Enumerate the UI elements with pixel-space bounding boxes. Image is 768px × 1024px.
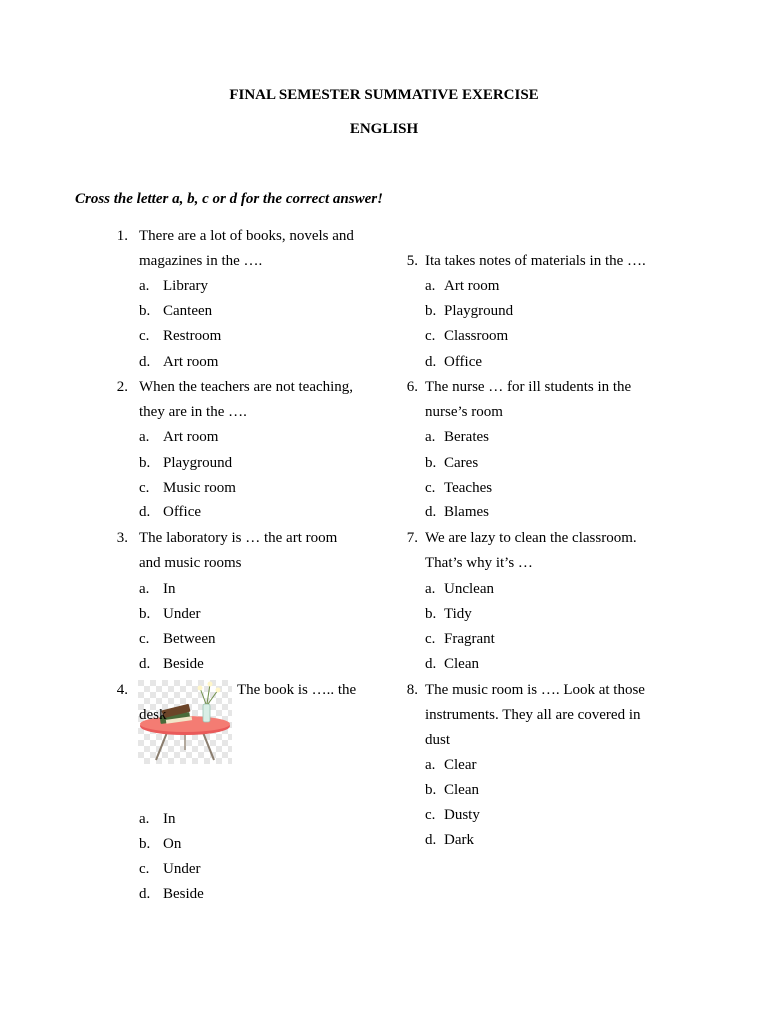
option-text: Cares	[444, 455, 479, 471]
question-text: The book is ….. the	[237, 682, 357, 698]
question-text: The music room is …. Look at those	[425, 682, 645, 698]
option-letter[interactable]: b.	[139, 836, 151, 852]
option-text: Blames	[444, 504, 489, 520]
question-text: There are a lot of books, novels and	[139, 228, 354, 244]
option-letter[interactable]: a.	[139, 429, 150, 445]
option-letter[interactable]: c.	[425, 328, 436, 344]
option-text: Dark	[444, 832, 474, 848]
option-letter[interactable]: c.	[139, 480, 150, 496]
option-text: Canteen	[163, 303, 213, 319]
question-text: Ita takes notes of materials in the ….	[425, 253, 646, 269]
option-text: Music room	[163, 480, 236, 496]
option-text: Under	[163, 606, 201, 622]
question-text: magazines in the ….	[139, 253, 263, 269]
question-text: instruments. They all are covered in	[425, 707, 641, 723]
option-text: Restroom	[163, 328, 222, 344]
option-letter[interactable]: b.	[139, 303, 151, 319]
option-text: Tidy	[444, 606, 472, 622]
option-text: Clean	[444, 656, 479, 672]
option-text: Under	[163, 861, 201, 877]
question-number: 5.	[406, 253, 418, 269]
option-text: Beside	[163, 886, 204, 902]
option-text: Playground	[444, 303, 514, 319]
option-letter[interactable]: d.	[139, 886, 151, 902]
option-text: Library	[163, 278, 208, 294]
question-number: 8.	[406, 682, 418, 698]
option-text: Berates	[444, 429, 489, 445]
option-letter[interactable]: a.	[425, 757, 436, 773]
option-text: Unclean	[444, 581, 494, 597]
option-letter[interactable]: b.	[425, 782, 437, 798]
question-text: dust	[425, 732, 451, 748]
option-text: Art room	[444, 278, 500, 294]
option-letter[interactable]: d.	[139, 354, 151, 370]
option-letter[interactable]: c.	[139, 631, 150, 647]
option-letter[interactable]: a.	[425, 429, 436, 445]
option-text: Fragrant	[444, 631, 495, 647]
option-text: On	[163, 836, 182, 852]
option-letter[interactable]: b.	[425, 455, 437, 471]
option-text: In	[163, 811, 176, 827]
option-letter[interactable]: d.	[139, 504, 151, 520]
option-text: Teaches	[444, 480, 493, 496]
option-text: Clean	[444, 782, 479, 798]
option-letter[interactable]: d.	[425, 504, 437, 520]
option-letter[interactable]: c.	[139, 328, 150, 344]
question-number: 7.	[406, 530, 418, 546]
option-letter[interactable]: c.	[425, 480, 436, 496]
option-letter[interactable]: d.	[425, 832, 437, 848]
option-letter[interactable]: a.	[425, 278, 436, 294]
option-letter[interactable]: c.	[425, 631, 436, 647]
question-text: they are in the ….	[139, 404, 247, 420]
option-text: Dusty	[444, 807, 480, 823]
option-text: Clear	[444, 757, 477, 773]
option-letter[interactable]: b.	[425, 303, 437, 319]
option-letter[interactable]: b.	[139, 606, 151, 622]
question-text: desk	[139, 707, 167, 723]
option-text: Art room	[163, 354, 219, 370]
option-text: Classroom	[444, 328, 509, 344]
question-text: and music rooms	[139, 555, 242, 571]
option-letter[interactable]: a.	[139, 811, 150, 827]
option-text: Office	[444, 354, 483, 370]
question-text: When the teachers are not teaching,	[139, 379, 354, 395]
question-number: 6.	[406, 379, 418, 395]
option-letter[interactable]: d.	[425, 656, 437, 672]
question-text: That’s why it’s …	[425, 555, 533, 571]
option-text: Beside	[163, 656, 204, 672]
question-text: nurse’s room	[425, 404, 503, 420]
question-number: 2.	[116, 379, 128, 395]
option-letter[interactable]: a.	[425, 581, 436, 597]
option-letter[interactable]: c.	[139, 861, 150, 877]
option-text: Art room	[163, 429, 219, 445]
question-number: 1.	[116, 228, 128, 244]
option-letter[interactable]: a.	[139, 278, 150, 294]
option-letter[interactable]: b.	[139, 455, 151, 471]
option-text: Playground	[163, 455, 233, 471]
page-title: FINAL SEMESTER SUMMATIVE EXERCISE	[229, 87, 539, 103]
question-text: We are lazy to clean the classroom.	[425, 530, 637, 546]
question-number: 4.	[116, 682, 128, 698]
option-letter[interactable]: d.	[139, 656, 151, 672]
question-number: 3.	[116, 530, 128, 546]
subject-title: ENGLISH	[349, 121, 419, 137]
option-text: In	[163, 581, 176, 597]
option-letter[interactable]: a.	[139, 581, 150, 597]
option-letter[interactable]: c.	[425, 807, 436, 823]
option-text: Office	[163, 504, 202, 520]
instruction-text: Cross the letter a, b, c or d for the correct answer!	[75, 191, 383, 207]
option-text: Between	[163, 631, 216, 647]
question-text: The nurse … for ill students in the	[425, 379, 632, 395]
question-text: The laboratory is … the art room	[139, 530, 338, 546]
option-letter[interactable]: d.	[425, 354, 437, 370]
option-letter[interactable]: b.	[425, 606, 437, 622]
